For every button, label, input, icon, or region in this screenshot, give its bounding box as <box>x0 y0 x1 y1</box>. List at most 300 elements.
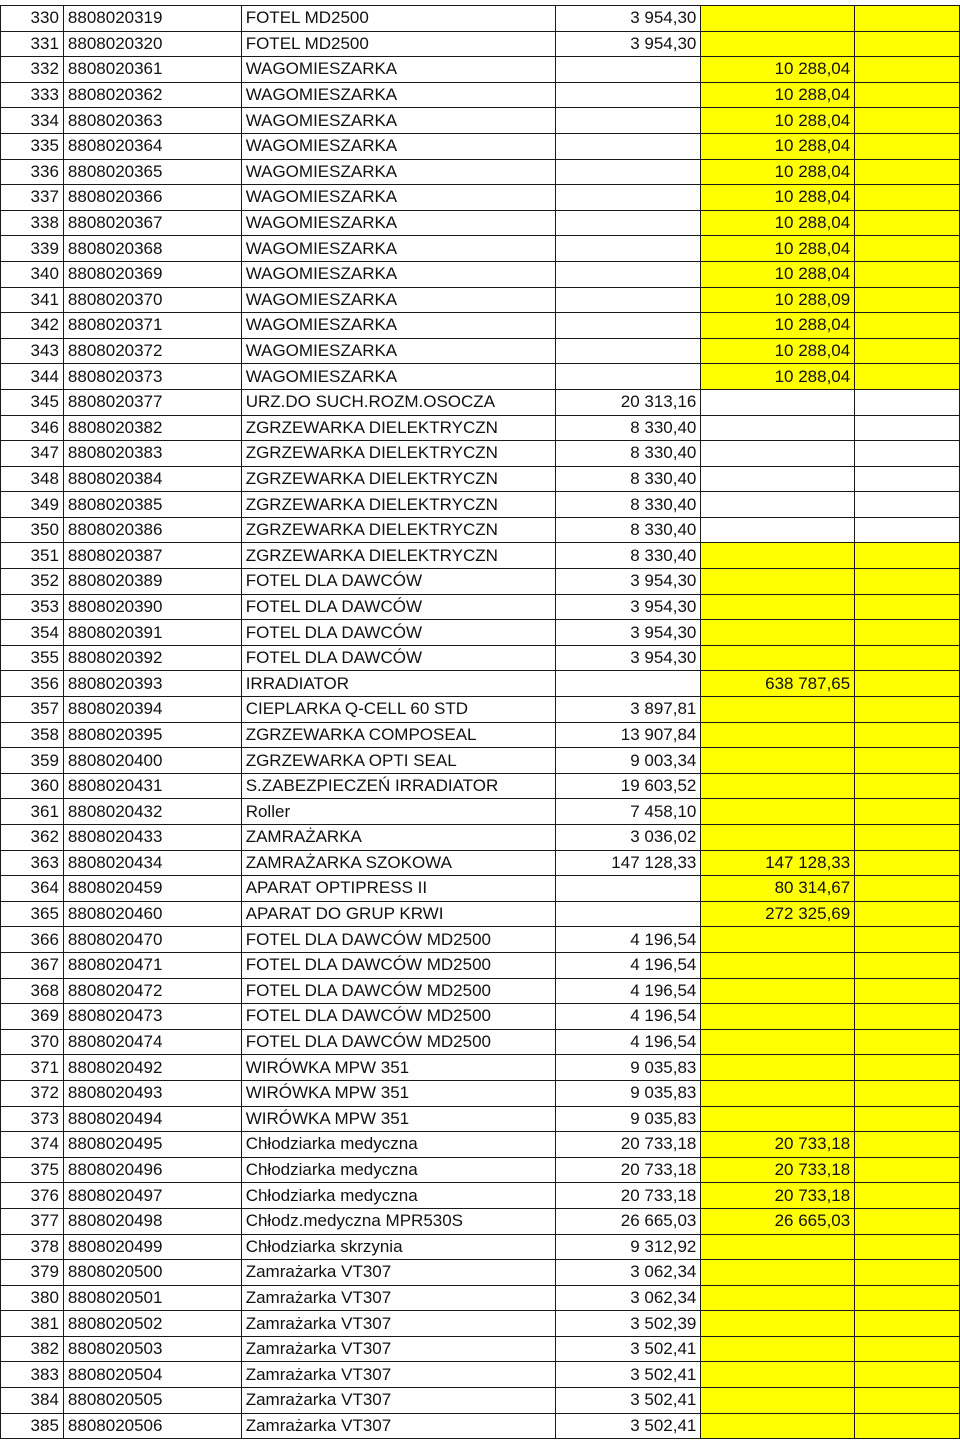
row-number-cell: 344 <box>1 364 64 390</box>
table-row <box>1 1157 960 1183</box>
table-row <box>1 850 960 876</box>
table-row <box>1 697 960 723</box>
highlighted-value-cell <box>701 594 855 620</box>
table-row <box>1 620 960 646</box>
item-name-cell: Chłodziarka medyczna <box>241 1183 555 1209</box>
value-cell: 3 954,30 <box>555 620 701 646</box>
table-row <box>1 799 960 825</box>
value-cell: 26 665,03 <box>555 1208 701 1234</box>
inventory-code-cell: 8808020400 <box>63 748 241 774</box>
highlighted-empty-cell <box>855 773 960 799</box>
highlighted-value-cell: 10 288,04 <box>701 313 855 339</box>
highlighted-value-cell <box>701 1413 855 1439</box>
row-number-cell: 334 <box>1 108 64 134</box>
inventory-code-cell: 8808020501 <box>63 1285 241 1311</box>
row-number-cell: 343 <box>1 338 64 364</box>
table-row <box>1 952 960 978</box>
item-name-cell: Zamrażarka VT307 <box>241 1336 555 1362</box>
inventory-code-cell: 8808020393 <box>63 671 241 697</box>
item-name-cell: FOTEL DLA DAWCÓW MD2500 <box>241 1004 555 1030</box>
highlighted-value-cell: 10 288,04 <box>701 364 855 390</box>
row-number-cell: 338 <box>1 210 64 236</box>
inventory-code-cell: 8808020504 <box>63 1362 241 1388</box>
highlighted-value-cell: 26 665,03 <box>701 1208 855 1234</box>
highlighted-empty-cell <box>855 1029 960 1055</box>
row-number-cell: 377 <box>1 1208 64 1234</box>
value-cell <box>555 364 701 390</box>
row-number-cell: 382 <box>1 1336 64 1362</box>
table-row <box>1 825 960 851</box>
table-row <box>1 927 960 953</box>
item-name-cell: FOTEL DLA DAWCÓW <box>241 645 555 671</box>
row-number-cell: 359 <box>1 748 64 774</box>
inventory-code-cell: 8808020363 <box>63 108 241 134</box>
highlighted-empty-cell <box>855 1336 960 1362</box>
highlighted-value-cell <box>701 415 855 441</box>
highlighted-value-cell: 10 288,04 <box>701 210 855 236</box>
value-cell: 8 330,40 <box>555 466 701 492</box>
value-cell <box>555 671 701 697</box>
item-name-cell: Roller <box>241 799 555 825</box>
inventory-code-cell: 8808020395 <box>63 722 241 748</box>
inventory-code-cell: 8808020494 <box>63 1106 241 1132</box>
highlighted-empty-cell <box>855 1004 960 1030</box>
row-number-cell: 360 <box>1 773 64 799</box>
row-number-cell: 363 <box>1 850 64 876</box>
row-number-cell: 345 <box>1 389 64 415</box>
inventory-code-cell: 8808020394 <box>63 697 241 723</box>
highlighted-empty-cell <box>855 133 960 159</box>
item-name-cell: Zamrażarka VT307 <box>241 1285 555 1311</box>
value-cell <box>555 261 701 287</box>
item-name-cell: Zamrażarka VT307 <box>241 1260 555 1286</box>
table-row <box>1 1004 960 1030</box>
table-row <box>1 1055 960 1081</box>
value-cell: 3 502,41 <box>555 1336 701 1362</box>
item-name-cell: ZAMRAŻARKA <box>241 825 555 851</box>
table-row <box>1 1132 960 1158</box>
inventory-code-cell: 8808020460 <box>63 901 241 927</box>
value-cell: 3 954,30 <box>555 645 701 671</box>
inventory-code-cell: 8808020383 <box>63 441 241 467</box>
item-name-cell: Zamrażarka VT307 <box>241 1413 555 1439</box>
highlighted-empty-cell <box>855 236 960 262</box>
table-row <box>1 1080 960 1106</box>
item-name-cell: FOTEL MD2500 <box>241 31 555 57</box>
table-row <box>1 671 960 697</box>
item-name-cell: ZGRZEWARKA COMPOSEAL <box>241 722 555 748</box>
table-row <box>1 466 960 492</box>
row-number-cell: 379 <box>1 1260 64 1286</box>
table-row <box>1 492 960 518</box>
highlighted-empty-cell <box>855 338 960 364</box>
value-cell: 3 954,30 <box>555 594 701 620</box>
highlighted-empty-cell <box>855 1080 960 1106</box>
highlighted-value-cell: 10 288,09 <box>701 287 855 313</box>
item-name-cell: S.ZABEZPIECZEŃ IRRADIATOR <box>241 773 555 799</box>
highlighted-value-cell <box>701 569 855 595</box>
inventory-table <box>0 5 960 1439</box>
item-name-cell: WAGOMIESZARKA <box>241 210 555 236</box>
value-cell <box>555 159 701 185</box>
inventory-code-cell: 8808020387 <box>63 543 241 569</box>
row-number-cell: 337 <box>1 185 64 211</box>
highlighted-empty-cell <box>855 927 960 953</box>
highlighted-empty-cell <box>855 876 960 902</box>
inventory-code-cell: 8808020319 <box>63 6 241 32</box>
highlighted-value-cell <box>701 825 855 851</box>
value-cell <box>555 57 701 83</box>
inventory-code-cell: 8808020361 <box>63 57 241 83</box>
value-cell <box>555 108 701 134</box>
highlighted-value-cell: 10 288,04 <box>701 82 855 108</box>
item-name-cell: WAGOMIESZARKA <box>241 133 555 159</box>
table-row <box>1 748 960 774</box>
item-name-cell: FOTEL DLA DAWCÓW MD2500 <box>241 1029 555 1055</box>
value-cell: 3 954,30 <box>555 31 701 57</box>
value-cell: 8 330,40 <box>555 441 701 467</box>
row-number-cell: 330 <box>1 6 64 32</box>
item-name-cell: Chłodziarka skrzynia <box>241 1234 555 1260</box>
highlighted-value-cell <box>701 31 855 57</box>
row-number-cell: 335 <box>1 133 64 159</box>
table-row <box>1 1029 960 1055</box>
table-row <box>1 6 960 32</box>
inventory-code-cell: 8808020470 <box>63 927 241 953</box>
inventory-code-cell: 8808020506 <box>63 1413 241 1439</box>
table-row <box>1 1183 960 1209</box>
inventory-code-cell: 8808020320 <box>63 31 241 57</box>
highlighted-value-cell <box>701 1362 855 1388</box>
value-cell: 8 330,40 <box>555 517 701 543</box>
row-number-cell: 352 <box>1 569 64 595</box>
value-cell: 20 733,18 <box>555 1183 701 1209</box>
highlighted-value-cell <box>701 543 855 569</box>
table-row <box>1 722 960 748</box>
item-name-cell: WAGOMIESZARKA <box>241 287 555 313</box>
row-number-cell: 341 <box>1 287 64 313</box>
row-number-cell: 376 <box>1 1183 64 1209</box>
row-number-cell: 380 <box>1 1285 64 1311</box>
value-cell: 3 954,30 <box>555 6 701 32</box>
highlighted-empty-cell <box>855 517 960 543</box>
value-cell: 20 733,18 <box>555 1132 701 1158</box>
value-cell: 19 603,52 <box>555 773 701 799</box>
highlighted-value-cell: 147 128,33 <box>701 850 855 876</box>
highlighted-value-cell: 638 787,65 <box>701 671 855 697</box>
value-cell: 9 003,34 <box>555 748 701 774</box>
highlighted-empty-cell <box>855 1157 960 1183</box>
highlighted-value-cell <box>701 389 855 415</box>
inventory-code-cell: 8808020373 <box>63 364 241 390</box>
item-name-cell: ZAMRAŻARKA SZOKOWA <box>241 850 555 876</box>
row-number-cell: 340 <box>1 261 64 287</box>
highlighted-empty-cell <box>855 287 960 313</box>
highlighted-empty-cell <box>855 799 960 825</box>
item-name-cell: ZGRZEWARKA DIELEKTRYCZN <box>241 415 555 441</box>
value-cell: 7 458,10 <box>555 799 701 825</box>
row-number-cell: 336 <box>1 159 64 185</box>
table-row <box>1 133 960 159</box>
table-row <box>1 185 960 211</box>
item-name-cell: WAGOMIESZARKA <box>241 82 555 108</box>
value-cell: 4 196,54 <box>555 978 701 1004</box>
inventory-code-cell: 8808020382 <box>63 415 241 441</box>
inventory-code-cell: 8808020471 <box>63 952 241 978</box>
table-row <box>1 31 960 57</box>
item-name-cell: WAGOMIESZARKA <box>241 313 555 339</box>
highlighted-empty-cell <box>855 389 960 415</box>
inventory-code-cell: 8808020495 <box>63 1132 241 1158</box>
table-row <box>1 1260 960 1286</box>
highlighted-value-cell <box>701 1004 855 1030</box>
highlighted-value-cell: 272 325,69 <box>701 901 855 927</box>
highlighted-empty-cell <box>855 825 960 851</box>
table-row <box>1 82 960 108</box>
inventory-code-cell: 8808020472 <box>63 978 241 1004</box>
table-row <box>1 261 960 287</box>
highlighted-empty-cell <box>855 492 960 518</box>
highlighted-value-cell <box>701 517 855 543</box>
table-row <box>1 210 960 236</box>
inventory-code-cell: 8808020474 <box>63 1029 241 1055</box>
item-name-cell: APARAT DO GRUP KRWI <box>241 901 555 927</box>
inventory-code-cell: 8808020370 <box>63 287 241 313</box>
highlighted-value-cell <box>701 773 855 799</box>
inventory-code-cell: 8808020498 <box>63 1208 241 1234</box>
inventory-code-cell: 8808020431 <box>63 773 241 799</box>
highlighted-empty-cell <box>855 978 960 1004</box>
highlighted-empty-cell <box>855 466 960 492</box>
value-cell <box>555 236 701 262</box>
table-row <box>1 569 960 595</box>
value-cell: 4 196,54 <box>555 927 701 953</box>
inventory-code-cell: 8808020473 <box>63 1004 241 1030</box>
highlighted-empty-cell <box>855 569 960 595</box>
highlighted-empty-cell <box>855 748 960 774</box>
highlighted-empty-cell <box>855 1413 960 1439</box>
inventory-code-cell: 8808020364 <box>63 133 241 159</box>
value-cell: 3 036,02 <box>555 825 701 851</box>
row-number-cell: 362 <box>1 825 64 851</box>
highlighted-value-cell <box>701 492 855 518</box>
value-cell <box>555 876 701 902</box>
table-row <box>1 313 960 339</box>
value-cell: 9 035,83 <box>555 1080 701 1106</box>
table-row <box>1 517 960 543</box>
highlighted-value-cell: 10 288,04 <box>701 261 855 287</box>
row-number-cell: 358 <box>1 722 64 748</box>
value-cell <box>555 82 701 108</box>
table-row <box>1 441 960 467</box>
item-name-cell: WAGOMIESZARKA <box>241 108 555 134</box>
highlighted-empty-cell <box>855 441 960 467</box>
highlighted-value-cell <box>701 1285 855 1311</box>
table-row <box>1 364 960 390</box>
inventory-code-cell: 8808020367 <box>63 210 241 236</box>
highlighted-empty-cell <box>855 82 960 108</box>
item-name-cell: CIEPLARKA Q-CELL 60 STD <box>241 697 555 723</box>
item-name-cell: Zamrażarka VT307 <box>241 1362 555 1388</box>
row-number-cell: 365 <box>1 901 64 927</box>
highlighted-empty-cell <box>855 210 960 236</box>
table-row <box>1 389 960 415</box>
value-cell: 13 907,84 <box>555 722 701 748</box>
table-row <box>1 901 960 927</box>
row-number-cell: 385 <box>1 1413 64 1439</box>
highlighted-value-cell <box>701 722 855 748</box>
item-name-cell: WIRÓWKA MPW 351 <box>241 1055 555 1081</box>
highlighted-empty-cell <box>855 1260 960 1286</box>
item-name-cell: WIRÓWKA MPW 351 <box>241 1106 555 1132</box>
item-name-cell: Zamrażarka VT307 <box>241 1388 555 1414</box>
value-cell: 3 502,41 <box>555 1413 701 1439</box>
value-cell <box>555 287 701 313</box>
row-number-cell: 339 <box>1 236 64 262</box>
row-number-cell: 374 <box>1 1132 64 1158</box>
item-name-cell: APARAT OPTIPRESS II <box>241 876 555 902</box>
inventory-code-cell: 8808020500 <box>63 1260 241 1286</box>
value-cell: 3 502,41 <box>555 1362 701 1388</box>
value-cell <box>555 133 701 159</box>
highlighted-empty-cell <box>855 31 960 57</box>
row-number-cell: 372 <box>1 1080 64 1106</box>
row-number-cell: 346 <box>1 415 64 441</box>
row-number-cell: 375 <box>1 1157 64 1183</box>
value-cell <box>555 210 701 236</box>
item-name-cell: FOTEL DLA DAWCÓW <box>241 594 555 620</box>
item-name-cell: IRRADIATOR <box>241 671 555 697</box>
table-row <box>1 1336 960 1362</box>
inventory-code-cell: 8808020502 <box>63 1311 241 1337</box>
row-number-cell: 333 <box>1 82 64 108</box>
row-number-cell: 348 <box>1 466 64 492</box>
table-row <box>1 287 960 313</box>
highlighted-value-cell: 20 733,18 <box>701 1132 855 1158</box>
inventory-code-cell: 8808020369 <box>63 261 241 287</box>
row-number-cell: 381 <box>1 1311 64 1337</box>
item-name-cell: FOTEL DLA DAWCÓW <box>241 620 555 646</box>
row-number-cell: 353 <box>1 594 64 620</box>
highlighted-value-cell <box>701 1388 855 1414</box>
row-number-cell: 367 <box>1 952 64 978</box>
row-number-cell: 357 <box>1 697 64 723</box>
item-name-cell: FOTEL DLA DAWCÓW MD2500 <box>241 927 555 953</box>
value-cell: 20 313,16 <box>555 389 701 415</box>
highlighted-value-cell <box>701 799 855 825</box>
highlighted-empty-cell <box>855 1285 960 1311</box>
inventory-code-cell: 8808020377 <box>63 389 241 415</box>
highlighted-empty-cell <box>855 1132 960 1158</box>
inventory-code-cell: 8808020366 <box>63 185 241 211</box>
inventory-code-cell: 8808020493 <box>63 1080 241 1106</box>
highlighted-empty-cell <box>855 1311 960 1337</box>
row-number-cell: 347 <box>1 441 64 467</box>
value-cell <box>555 185 701 211</box>
inventory-code-cell: 8808020390 <box>63 594 241 620</box>
table-row <box>1 1106 960 1132</box>
value-cell: 9 035,83 <box>555 1106 701 1132</box>
highlighted-value-cell: 10 288,04 <box>701 159 855 185</box>
table-row <box>1 543 960 569</box>
inventory-code-cell: 8808020365 <box>63 159 241 185</box>
row-number-cell: 371 <box>1 1055 64 1081</box>
row-number-cell: 370 <box>1 1029 64 1055</box>
row-number-cell: 384 <box>1 1388 64 1414</box>
inventory-code-cell: 8808020386 <box>63 517 241 543</box>
row-number-cell: 350 <box>1 517 64 543</box>
inventory-code-cell: 8808020371 <box>63 313 241 339</box>
highlighted-empty-cell <box>855 57 960 83</box>
highlighted-empty-cell <box>855 1388 960 1414</box>
highlighted-value-cell <box>701 748 855 774</box>
inventory-code-cell: 8808020432 <box>63 799 241 825</box>
row-number-cell: 349 <box>1 492 64 518</box>
table-row <box>1 159 960 185</box>
highlighted-value-cell: 10 288,04 <box>701 338 855 364</box>
highlighted-empty-cell <box>855 1106 960 1132</box>
row-number-cell: 368 <box>1 978 64 1004</box>
highlighted-value-cell <box>701 1260 855 1286</box>
highlighted-value-cell <box>701 466 855 492</box>
row-number-cell: 351 <box>1 543 64 569</box>
highlighted-value-cell: 10 288,04 <box>701 133 855 159</box>
highlighted-value-cell: 20 733,18 <box>701 1157 855 1183</box>
inventory-table-body <box>1 6 960 1439</box>
item-name-cell: Chłodziarka medyczna <box>241 1132 555 1158</box>
row-number-cell: 361 <box>1 799 64 825</box>
value-cell: 3 062,34 <box>555 1260 701 1286</box>
row-number-cell: 383 <box>1 1362 64 1388</box>
highlighted-empty-cell <box>855 850 960 876</box>
highlighted-empty-cell <box>855 185 960 211</box>
highlighted-empty-cell <box>855 645 960 671</box>
inventory-code-cell: 8808020392 <box>63 645 241 671</box>
highlighted-empty-cell <box>855 1234 960 1260</box>
item-name-cell: ZGRZEWARKA DIELEKTRYCZN <box>241 517 555 543</box>
inventory-code-cell: 8808020505 <box>63 1388 241 1414</box>
item-name-cell: ZGRZEWARKA DIELEKTRYCZN <box>241 492 555 518</box>
table-row <box>1 1362 960 1388</box>
highlighted-value-cell <box>701 1055 855 1081</box>
inventory-code-cell: 8808020368 <box>63 236 241 262</box>
value-cell: 3 502,39 <box>555 1311 701 1337</box>
highlighted-empty-cell <box>855 952 960 978</box>
highlighted-empty-cell <box>855 722 960 748</box>
highlighted-empty-cell <box>855 901 960 927</box>
value-cell: 4 196,54 <box>555 952 701 978</box>
highlighted-empty-cell <box>855 671 960 697</box>
value-cell: 9 035,83 <box>555 1055 701 1081</box>
item-name-cell: URZ.DO SUCH.ROZM.OSOCZA <box>241 389 555 415</box>
item-name-cell: WAGOMIESZARKA <box>241 57 555 83</box>
value-cell <box>555 313 701 339</box>
highlighted-value-cell: 10 288,04 <box>701 108 855 134</box>
highlighted-value-cell <box>701 697 855 723</box>
row-number-cell: 356 <box>1 671 64 697</box>
inventory-code-cell: 8808020459 <box>63 876 241 902</box>
table-row <box>1 594 960 620</box>
highlighted-value-cell <box>701 1336 855 1362</box>
value-cell: 8 330,40 <box>555 415 701 441</box>
table-row <box>1 108 960 134</box>
value-cell: 8 330,40 <box>555 543 701 569</box>
item-name-cell: Zamrażarka VT307 <box>241 1311 555 1337</box>
value-cell: 8 330,40 <box>555 492 701 518</box>
value-cell: 3 897,81 <box>555 697 701 723</box>
highlighted-value-cell <box>701 1311 855 1337</box>
inventory-code-cell: 8808020434 <box>63 850 241 876</box>
